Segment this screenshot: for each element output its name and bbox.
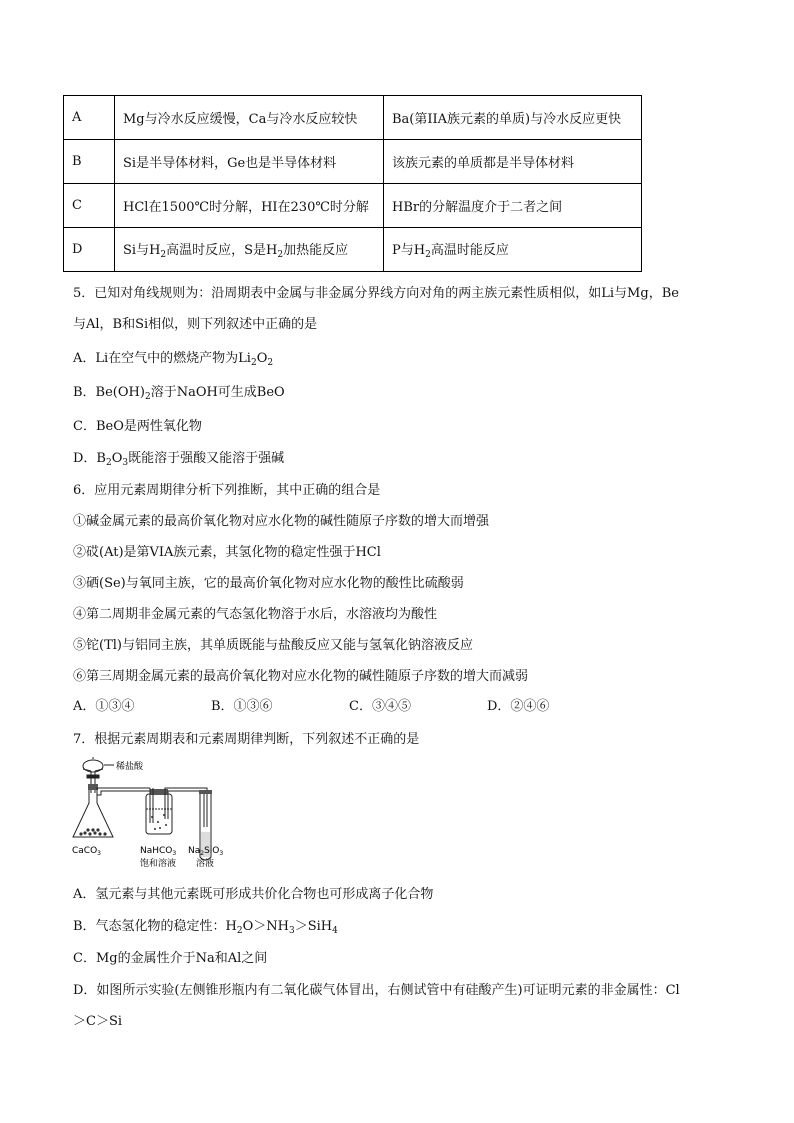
q6-item: ⑥第三周期金属元素的最高价氧化物对应水化物的碱性随原子序数的增大而减弱 bbox=[73, 669, 529, 684]
label-tube-line2: 溶液 bbox=[196, 859, 215, 869]
q5-stem-line1: 5．已知对角线规则为：沿周期表中金属与非金属分界线方向对角的两主族元素性质相似，如Li与Mg，Be bbox=[73, 286, 679, 301]
q6-choice-d: D．②④⑥ bbox=[487, 699, 550, 714]
q7-stem: 7．根据元素周期表和元素周期律判断，下列叙述不正确的是 bbox=[73, 732, 420, 747]
q6-item: ⑤铊(Tl)与铝同主族，其单质既能与盐酸反应又能与氢氧化钠溶液反应 bbox=[73, 638, 473, 653]
label-tube: $Na_2SiO_3$ bbox=[188, 846, 224, 857]
table-row bbox=[64, 96, 642, 140]
row-fact: Si与$H_2$高温时反应，S是$H_2$加热能反应 bbox=[115, 228, 384, 272]
row-inference: 该族元素的单质都是半导体材料 bbox=[384, 140, 642, 184]
label-bottle-line2: 饱和溶液 bbox=[140, 859, 177, 869]
q5-option-a: A．Li在空气中的燃烧产物为$Li_2O_2$ bbox=[73, 351, 274, 368]
q6-choice-b: B．①③⑥ bbox=[211, 699, 273, 714]
q5-option-c: C．BeO是两性氧化物 bbox=[73, 419, 202, 434]
row-fact: Si是半导体材料，Ge也是半导体材料 bbox=[115, 140, 384, 184]
q6-choice-c: C．③④⑤ bbox=[349, 699, 411, 714]
row-letter: C bbox=[64, 184, 115, 228]
q5-stem-line2: 与Al，B和Si相似，则下列叙述中正确的是 bbox=[73, 317, 318, 332]
q7-option-d-line1: D．如图所示实验(左侧锥形瓶内有二氧化碳气体冒出，右侧试管中有硅酸产生)可证明元素的非金属性：Cl bbox=[73, 983, 680, 998]
q6-item: ④第二周期非金属元素的气态氢化物溶于水后，水溶液均为酸性 bbox=[73, 607, 438, 622]
row-letter: A bbox=[64, 96, 115, 140]
row-letter: D bbox=[64, 228, 115, 272]
table-row bbox=[64, 140, 642, 184]
row-inference: Ba(第IIA族元素的单质)与冷水反应更快 bbox=[384, 96, 642, 140]
row-inference: HBr的分解温度介于二者之间 bbox=[384, 184, 642, 228]
q6-choices bbox=[73, 695, 633, 715]
row-inference: P与$H_2$高温时能反应 bbox=[384, 228, 642, 272]
label-bottle: NaHCO$_3$ bbox=[140, 846, 177, 857]
q7-option-c: C．Mg的金属性介于Na和Al之间 bbox=[73, 951, 268, 966]
row-fact: Mg与冷水反应缓慢，Ca与冷水反应较快 bbox=[115, 96, 384, 140]
q6-item: ②砹(At)是第VIA族元素，其氢化物的稳定性强于HCl bbox=[73, 545, 381, 560]
q6-item: ③硒(Se)与氧同主族，它的最高价氧化物对应水化物的酸性比硫酸弱 bbox=[73, 576, 464, 591]
q6-item: ①碱金属元素的最高价氧化物对应水化物的碱性随原子序数的增大而增强 bbox=[73, 514, 490, 529]
q6-choice-a: A．①③④ bbox=[73, 699, 135, 714]
q7-option-a: A．氢元素与其他元素既可形成共价化合物也可形成离子化合物 bbox=[73, 887, 434, 902]
row-letter: B bbox=[64, 140, 115, 184]
experiment-apparatus-figure bbox=[70, 757, 250, 872]
table-row bbox=[64, 184, 642, 228]
label-flask: CaCO$_3$ bbox=[72, 846, 101, 857]
table-row bbox=[64, 228, 642, 272]
options-table bbox=[63, 95, 642, 272]
row-fact: HCl在1500℃时分解，HI在230℃时分解 bbox=[115, 184, 384, 228]
q5-option-d: D．$B_2O_3$既能溶于强酸又能溶于强碱 bbox=[73, 451, 285, 468]
q5-option-b: B．$Be(OH)_2$溶于NaOH可生成BeO bbox=[73, 385, 285, 402]
q7-option-d-line2: ＞C＞Si bbox=[73, 1014, 123, 1029]
q7-option-b: B．气态氢化物的稳定性：$H_2O>NH_3>SiH_4$ bbox=[73, 919, 338, 936]
q6-stem: 6．应用元素周期律分析下列推断，其中正确的组合是 bbox=[73, 483, 381, 498]
label-dilute-hcl: 稀盐酸 bbox=[116, 762, 144, 772]
